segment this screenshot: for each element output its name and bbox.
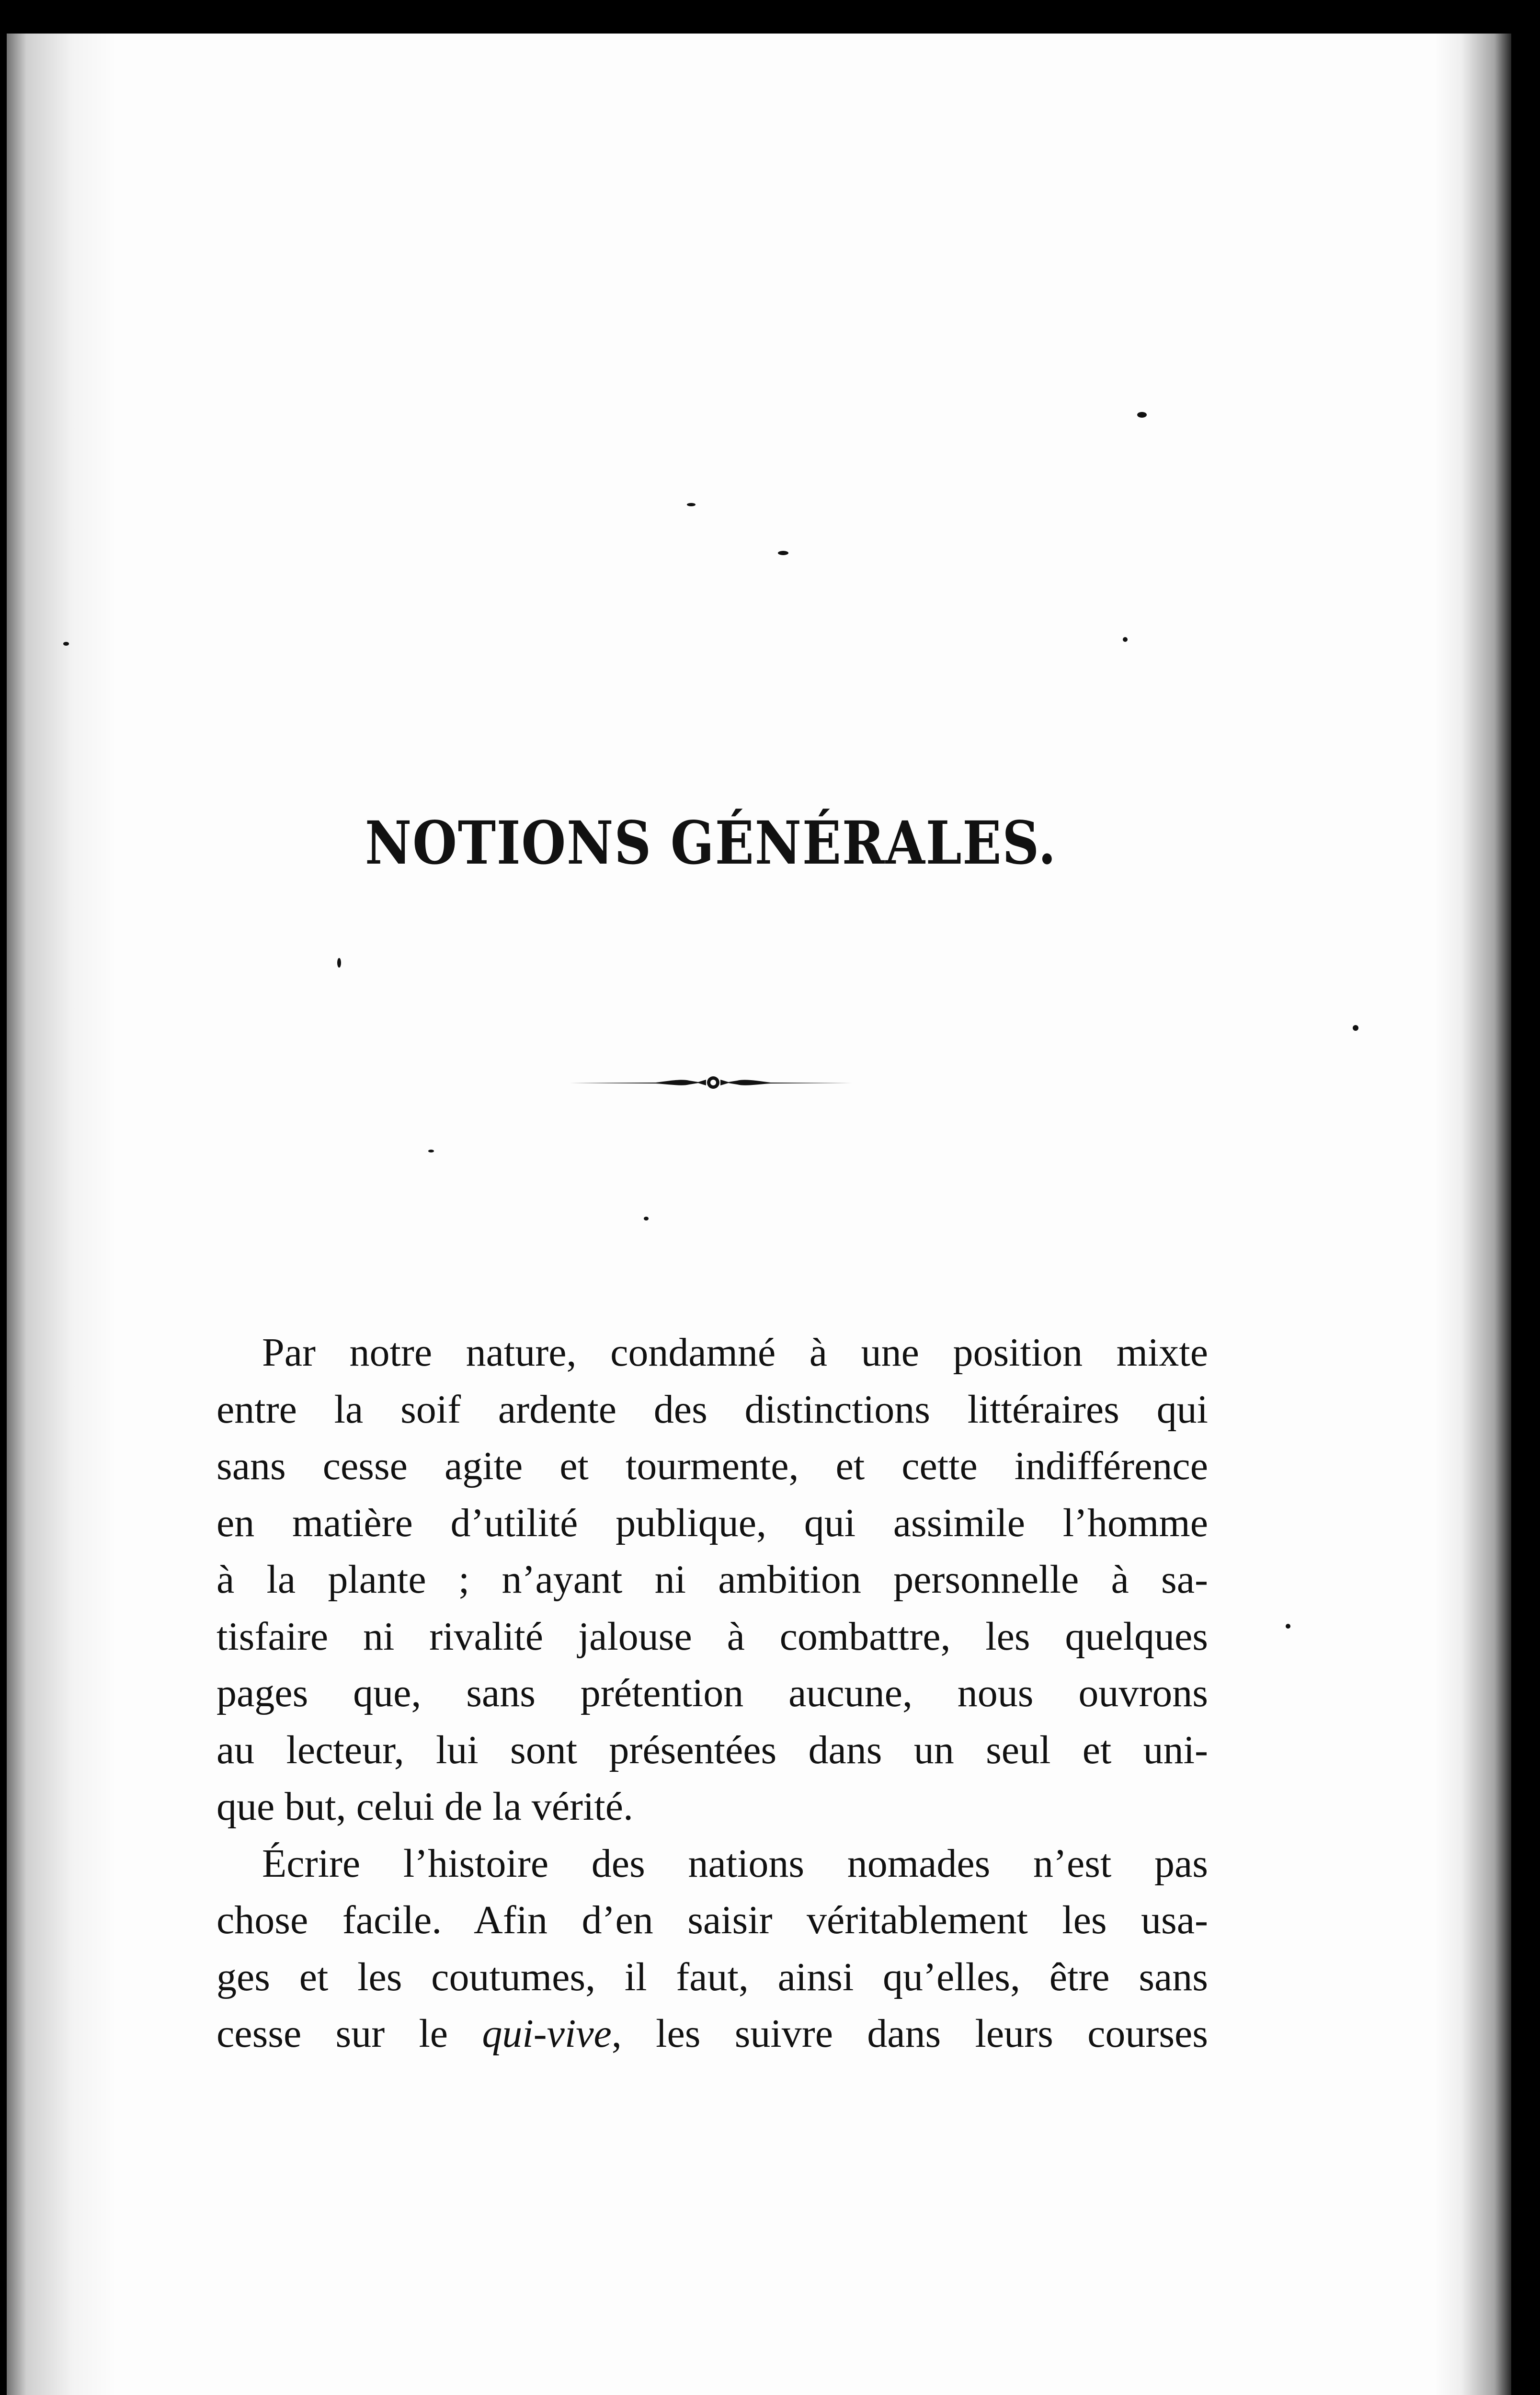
ornament-divider-icon (570, 1063, 857, 1102)
paragraph-2-line (217, 2006, 1208, 2063)
scan-speck (1353, 1025, 1358, 1031)
scan-speck (778, 551, 788, 555)
paragraph-1-line: entre la soif ardente des distinctions littéraires qui (217, 1387, 1208, 1432)
paragraph-2-line: Écrire l’histoire des nations nomades n’est pas (262, 1841, 1208, 1886)
paragraph-1-line: en matière d’utilité publique, qui assimile l’homme (217, 1500, 1208, 1545)
scan-shadow-right (1435, 34, 1511, 2395)
paragraph-2-text: cesse sur le (217, 2011, 482, 2056)
paragraph-1-line: à la plante ; n’ayant ni ambition personnelle à sa- (217, 1557, 1208, 1602)
scan-speck (1286, 1624, 1290, 1629)
paragraph-2-text: , les suivre dans leurs courses (611, 2011, 1208, 2056)
italic-term: qui-vive (482, 2011, 612, 2056)
scan-speck (687, 503, 696, 506)
paragraph-1-line: sans cesse agite et tourmente, et cette indifférence (217, 1444, 1208, 1488)
scan-shadow-left (7, 34, 117, 2395)
paragraph-1-line: au lecteur, lui sont présentées dans un seul et uni- (217, 1727, 1208, 1772)
scan-speck (1123, 637, 1128, 642)
scan-speck (63, 642, 69, 646)
paragraph-1-line: que but, celui de la vérité. (217, 1784, 633, 1829)
paragraph-2-line: chose facile. Afin d’en saisir véritablement les usa- (217, 1898, 1208, 1942)
paragraph-1-line: Par notre nature, condamné à une position mixte (262, 1330, 1208, 1375)
scan-speck (1137, 412, 1147, 418)
page-title: NOTIONS GÉNÉRALES. (365, 809, 1057, 878)
book-page (7, 34, 1511, 2395)
paragraph-1-line: tisfaire ni rivalité jalouse à combattre, les quelques (217, 1614, 1208, 1659)
scan-speck (337, 958, 341, 968)
scan-speck (644, 1217, 649, 1220)
paragraph-1-line: pages que, sans prétention aucune, nous ouvrons (217, 1671, 1208, 1715)
paragraph-2-line: ges et les coutumes, il faut, ainsi qu’elles, être sans (217, 1954, 1208, 1999)
scan-speck (428, 1150, 434, 1152)
body-text (217, 1324, 1208, 2063)
